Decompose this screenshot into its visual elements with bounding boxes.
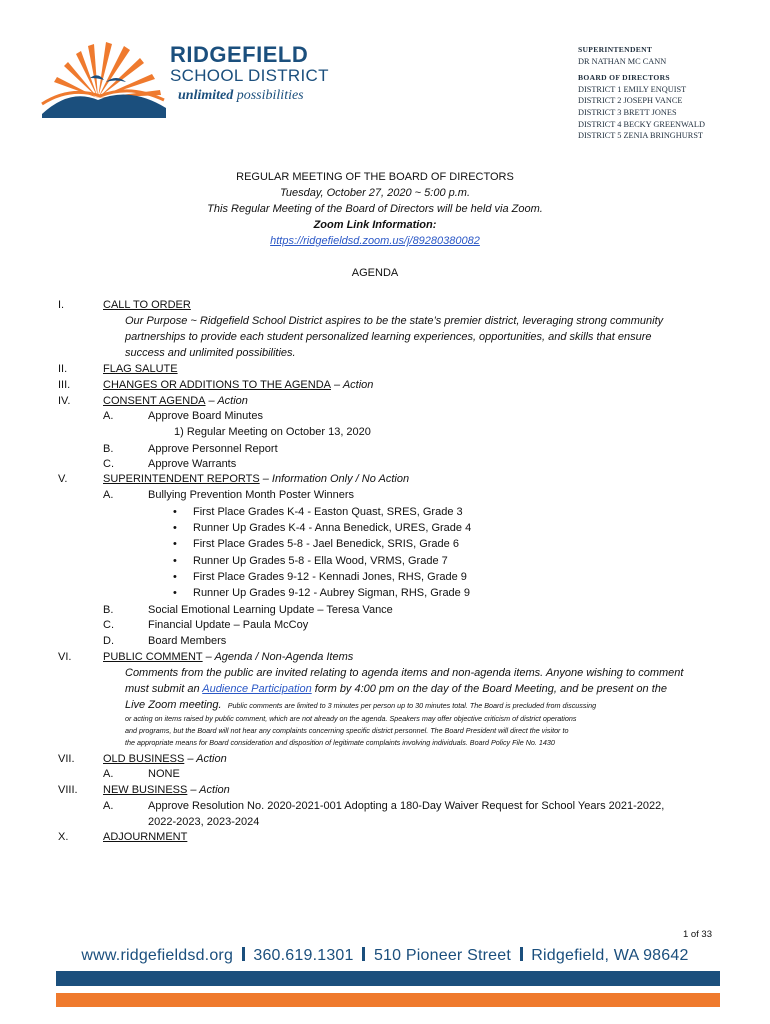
sel-update: Social Emotional Learning Update – Teresa Vance	[148, 604, 393, 616]
public-comment-fine: or acting on items raised by public comment, which are not already on the agenda. Speakers may offer objective criticism of district operations	[125, 714, 577, 723]
agenda-heading: AGENDA	[351, 267, 399, 279]
resolution-line: 2022-2023, 2023-2024	[148, 816, 260, 828]
item-number: III.	[58, 379, 71, 391]
item-number: V.	[58, 473, 68, 485]
pc-text: form by 4:00 pm on the day of the Board Meeting, and be present on the	[311, 683, 667, 695]
superintendent-label: SUPERINTENDENT	[578, 45, 653, 54]
zoom-label: Zoom Link Information:	[313, 219, 437, 231]
footer-city: Ridgefield, WA 98642	[531, 947, 689, 964]
bullet-icon: •	[173, 522, 177, 534]
bullet-icon: •	[173, 571, 177, 583]
tagline-word-1: unlimited	[178, 88, 234, 103]
changes-heading	[103, 377, 373, 393]
sub-letter: D.	[103, 635, 114, 647]
consent-title: CONSENT AGENDA	[103, 395, 206, 407]
new-business-heading	[103, 782, 230, 798]
sun-rays-icon	[54, 42, 161, 98]
separator-icon	[520, 947, 523, 961]
purpose-line: Our Purpose ~ Ridgefield School District aspires to be the state’s premier district, leveraging strong community	[125, 315, 664, 327]
pc-text: must submit an	[125, 683, 203, 695]
approve-warrants: Approve Warrants	[148, 458, 237, 470]
item-number: IV.	[58, 395, 71, 407]
bullet-icon: •	[173, 506, 177, 518]
director-item: DISTRICT 4 BECKY GREENWALD	[578, 119, 705, 129]
new-business-suffix: – Action	[187, 784, 230, 796]
sub-letter: A.	[103, 489, 114, 501]
sub-letter: A.	[103, 410, 114, 422]
tagline-word-2: possibilities	[236, 88, 304, 103]
sub-letter: A.	[103, 800, 114, 812]
item-number: VIII.	[58, 784, 78, 796]
reports-heading	[103, 471, 409, 487]
footer-contact	[0, 947, 770, 965]
winner-item: Runner Up Grades 5-8 - Ella Wood, VRMS, Grade 7	[193, 555, 448, 567]
bullet-icon: •	[173, 538, 177, 550]
pc-text: Live Zoom meeting.	[125, 699, 222, 711]
minutes-item: 1) Regular Meeting on October 13, 2020	[174, 426, 371, 438]
separator-icon	[362, 947, 365, 961]
winner-item: Runner Up Grades K-4 - Anna Benedick, URES, Grade 4	[193, 522, 472, 534]
board-members: Board Members	[148, 635, 227, 647]
financial-update: Financial Update – Paula McCoy	[148, 619, 309, 631]
item-number: VI.	[58, 651, 72, 663]
director-item: DISTRICT 1 EMILY ENQUIST	[578, 84, 687, 94]
public-comment-title: PUBLIC COMMENT	[103, 651, 203, 663]
sub-letter: B.	[103, 604, 114, 616]
brand-name: RIDGEFIELD	[170, 42, 309, 67]
approve-personnel: Approve Personnel Report	[148, 443, 278, 455]
director-item: DISTRICT 3 BRETT JONES	[578, 107, 677, 117]
item-number: VII.	[58, 753, 75, 765]
old-business-suffix: – Action	[184, 753, 227, 765]
new-business-title: NEW BUSINESS	[103, 784, 188, 796]
call-to-order: CALL TO ORDER	[103, 299, 191, 311]
public-comment-heading	[103, 649, 353, 665]
public-comment-fine: the appropriate means for Board consideration and disposition of legitimate complaints involving individuals. Board Policy File No. 1430	[125, 738, 555, 747]
sub-letter: A.	[103, 768, 114, 780]
meeting-date: Tuesday, October 27, 2020 ~ 5:00 p.m.	[279, 187, 471, 199]
director-item: DISTRICT 2 JOSEPH VANCE	[578, 96, 683, 106]
footer-phone: 360.619.1301	[253, 947, 354, 964]
old-business-none: NONE	[148, 768, 180, 780]
old-business-heading	[103, 751, 227, 767]
superintendent-name: DR NATHAN MC CANN	[578, 56, 667, 66]
sub-letter: B.	[103, 443, 114, 455]
item-number: X.	[58, 831, 69, 843]
winner-item: First Place Grades 9-12 - Kennadi Jones, RHS, Grade 9	[193, 571, 467, 583]
flag-salute: FLAG SALUTE	[103, 363, 178, 375]
board-label: BOARD OF DIRECTORS	[578, 73, 670, 83]
brand-subtitle: SCHOOL DISTRICT	[170, 66, 329, 85]
winner-item: Runner Up Grades 9-12 - Aubrey Sigman, RHS, Grade 9	[193, 587, 470, 599]
zoom-link[interactable]: https://ridgefieldsd.zoom.us/j/89280380082	[270, 235, 480, 247]
reports-suffix: – Information Only / No Action	[259, 473, 410, 485]
separator-icon	[242, 947, 245, 961]
purpose-line: partnerships to provide each student personalized learning experiences, opportunities, and skills that ensure	[125, 331, 652, 343]
reports-title: SUPERINTENDENT REPORTS	[103, 473, 260, 485]
sub-letter: C.	[103, 458, 114, 470]
public-comment-suffix: – Agenda / Non-Agenda Items	[202, 651, 354, 663]
public-comment-text	[125, 681, 708, 697]
item-number: II.	[58, 363, 68, 375]
purpose-line: success and unlimited possibilities.	[125, 347, 296, 359]
footer-bar-navy	[56, 971, 720, 986]
adjournment: ADJOURNMENT	[103, 831, 188, 843]
footer-address: 510 Pioneer Street	[373, 947, 511, 964]
pc-fine: Public comments are limited to 3 minutes per person up to 30 minutes total. The Board is precluded from discussing	[227, 701, 597, 710]
changes-title: CHANGES OR ADDITIONS TO THE AGENDA	[103, 379, 331, 391]
board-list	[578, 44, 705, 142]
footer-website[interactable]: www.ridgefieldsd.org	[81, 947, 234, 964]
meeting-note: This Regular Meeting of the Board of Directors will be held via Zoom.	[207, 203, 543, 215]
consent-heading	[103, 393, 248, 409]
old-business-title: OLD BUSINESS	[103, 753, 185, 765]
bullet-icon: •	[173, 587, 177, 599]
consent-suffix: – Action	[205, 395, 248, 407]
brand-tagline	[178, 88, 304, 104]
footer-bar-orange	[56, 993, 720, 1007]
audience-participation-link[interactable]: Audience Participation	[202, 683, 312, 695]
winner-item: First Place Grades 5-8 - Jael Benedick, SRIS, Grade 6	[193, 538, 459, 550]
public-comment-text: Comments from the public are invited relating to agenda items and non-agenda items. Anyone wishing to comment	[125, 667, 684, 679]
public-comment-text	[125, 697, 708, 713]
resolution-line: Approve Resolution No. 2020-2021-001 Adopting a 180-Day Waiver Request for School Years 2021-2022,	[148, 800, 665, 812]
sub-letter: C.	[103, 619, 114, 631]
bullet-icon: •	[173, 555, 177, 567]
item-number: I.	[58, 299, 65, 311]
changes-suffix: – Action	[331, 379, 374, 391]
approve-minutes: Approve Board Minutes	[148, 410, 263, 422]
meeting-title: REGULAR MEETING OF THE BOARD OF DIRECTORS	[236, 171, 514, 183]
page-number: 1 of 33	[682, 929, 712, 940]
director-item: DISTRICT 5 ZENIA BRINGHURST	[578, 131, 703, 141]
hills-icon	[42, 95, 166, 118]
winner-item: First Place Grades K-4 - Easton Quast, SRES, Grade 3	[193, 506, 463, 518]
poster-winners: Bullying Prevention Month Poster Winners	[148, 489, 355, 501]
public-comment-fine: and programs, but the Board will not hear any complaints concerning specific district personnel. The Board President will direct the visitor to	[125, 726, 569, 735]
